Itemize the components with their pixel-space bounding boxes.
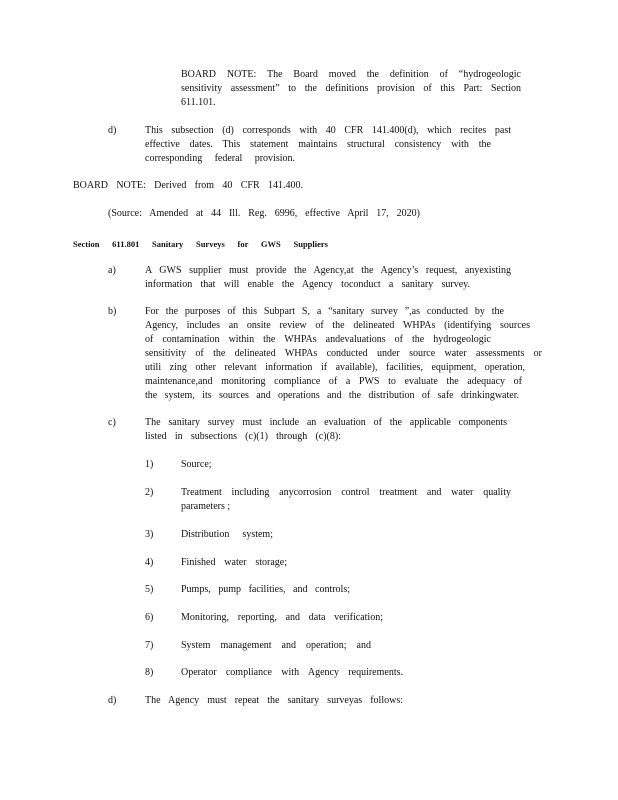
sub-item-2-line1: Treatment including anycorrosion control treatment and water quality bbox=[181, 487, 511, 498]
board-note-line3: 611.101. bbox=[181, 97, 216, 108]
sub-item-4: Finished water storage; bbox=[181, 557, 287, 568]
sub-item-8: Operator compliance with Agency requirements. bbox=[181, 667, 403, 678]
item-b-line7: the system, its sources and operations and the distribution of safe drinkingwater. bbox=[145, 390, 519, 401]
item-label-d: d) bbox=[108, 695, 117, 706]
sub-label-1: 1) bbox=[145, 459, 154, 470]
sub-label-5: 5) bbox=[145, 584, 154, 595]
board-note-line2: sensitivity assessment” to the definitions provision of this Part: Section bbox=[181, 83, 521, 94]
sub-item-1: Source; bbox=[181, 459, 212, 470]
source-note: (Source: Amended at 44 Ill. Reg. 6996, effective April 17, 2020) bbox=[108, 208, 420, 219]
sub-label-8: 8) bbox=[145, 667, 154, 678]
item-b-line4: sensitivity of the delineated WHPAs conducted under source water assessments or bbox=[145, 348, 542, 359]
sub-label-7: 7) bbox=[145, 640, 154, 651]
item-b-line5: utili zing other relevant information if available), facilities, equipment, operation, bbox=[145, 362, 525, 373]
item-label-a: a) bbox=[108, 265, 116, 276]
sub-item-2-line2: parameters ; bbox=[181, 501, 231, 512]
item-b-line1: For the purposes of this Subpart S, a “sanitary survey ”,as conducted by the bbox=[145, 306, 504, 317]
board-note-derived: BOARD NOTE: Derived from 40 CFR 141.400. bbox=[73, 180, 303, 191]
sub-label-4: 4) bbox=[145, 557, 154, 568]
item-d-line1: The Agency must repeat the sanitary surveyas follows: bbox=[145, 695, 403, 706]
board-note-line1: BOARD NOTE: The Board moved the definition of “hydrogeologic bbox=[181, 69, 521, 80]
item-a-line1: A GWS supplier must provide the Agency,at the Agency’s request, anyexisting bbox=[145, 265, 511, 276]
item-c-line2: listed in subsections (c)(1) through (c)(8): bbox=[145, 431, 341, 442]
prev-d-line2: effective dates. This statement maintains structural consistency with the bbox=[145, 139, 491, 150]
item-b-line2: Agency, includes an onsite review of the delineated WHPAs (identifying sources bbox=[145, 320, 530, 331]
prev-d-line3: corresponding federal provision. bbox=[145, 153, 295, 164]
sub-label-6: 6) bbox=[145, 612, 154, 623]
item-a-line2: information that will enable the Agency toconduct a sanitary survey. bbox=[145, 279, 470, 290]
sub-label-2: 2) bbox=[145, 487, 154, 498]
item-b-line3: of contamination within the WHPAs andevaluations of the hydrogeologic bbox=[145, 334, 491, 345]
item-b-line6: maintenance,and monitoring compliance of a PWS to evaluate the adequacy of bbox=[145, 376, 522, 387]
sub-label-3: 3) bbox=[145, 529, 154, 540]
sub-item-6: Monitoring, reporting, and data verification; bbox=[181, 612, 383, 623]
section-heading: Section 611.801 Sanitary Surveys for GWS Suppliers bbox=[73, 239, 328, 249]
sub-item-5: Pumps, pump facilities, and controls; bbox=[181, 584, 350, 595]
sub-item-3: Distribution system; bbox=[181, 529, 273, 540]
item-c-line1: The sanitary survey must include an evaluation of the applicable components bbox=[145, 417, 507, 428]
sub-item-7: System management and operation; and bbox=[181, 640, 371, 651]
item-label-c: c) bbox=[108, 417, 116, 428]
item-label-d-prev: d) bbox=[108, 125, 117, 136]
item-label-b: b) bbox=[108, 306, 117, 317]
prev-d-line1: This subsection (d) corresponds with 40 CFR 141.400(d), which recites past bbox=[145, 125, 511, 136]
